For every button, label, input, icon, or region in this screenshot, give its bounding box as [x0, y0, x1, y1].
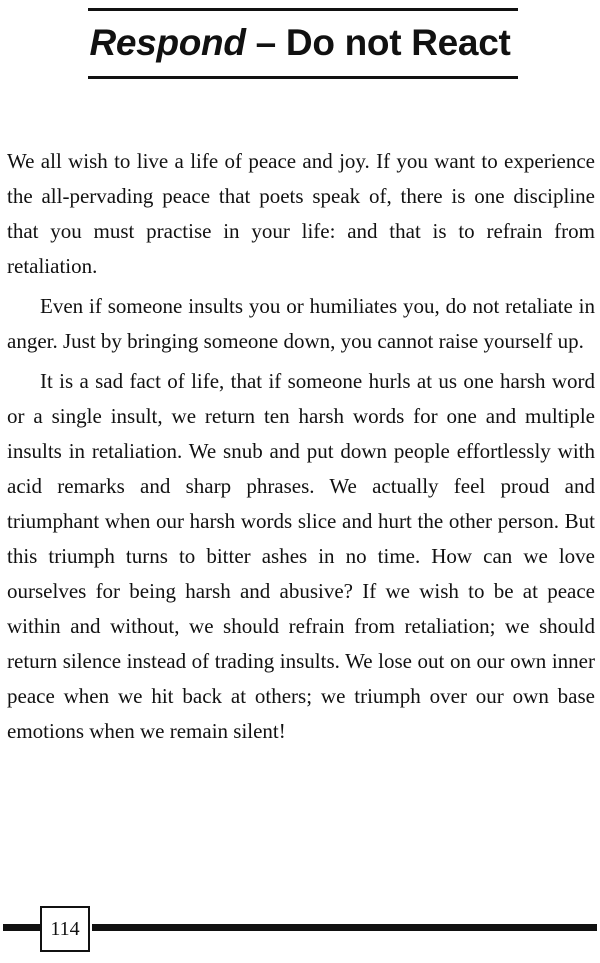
title-bottom-rule — [88, 76, 518, 79]
footer-rule-left — [3, 924, 40, 931]
page-number: 114 — [40, 906, 90, 952]
chapter-title-italic: Respond — [89, 22, 246, 63]
paragraph-2: Even if someone insults you or humiliates you, do not retaliate in anger. Just by bringing someone down, you cannot raise yourself up. — [7, 294, 595, 353]
body-text — [7, 144, 595, 749]
paragraph-3: It is a sad fact of life, that if someone hurls at us one harsh word or a single insult, we return ten harsh words for one and multiple insults in retaliation. We snub and put down people effortlessly with acid remarks and sharp phrases. We actually feel proud and triumphant when our harsh words slice and hurt the other person. But this triumph turns to bitter ashes in no time. How can we love ourselves for being harsh and abusive? If we wish to be at peace within and without, we should refrain from retaliation; we should return silence instead of trading insults. We lose out on our own inner peace when we hit back at others; we triumph over our own base emotions when we remain silent! — [7, 369, 595, 743]
footer-rule-right — [92, 924, 597, 931]
title-top-rule — [88, 8, 518, 11]
chapter-title-rest: – Do not React — [245, 22, 511, 63]
chapter-title — [0, 14, 600, 72]
paragraph-1: We all wish to live a life of peace and joy. If you want to experience the all-pervading peace that poets speak of, there is one discipline that you must practise in your life: and that is to refrain from retaliation. — [7, 149, 595, 278]
